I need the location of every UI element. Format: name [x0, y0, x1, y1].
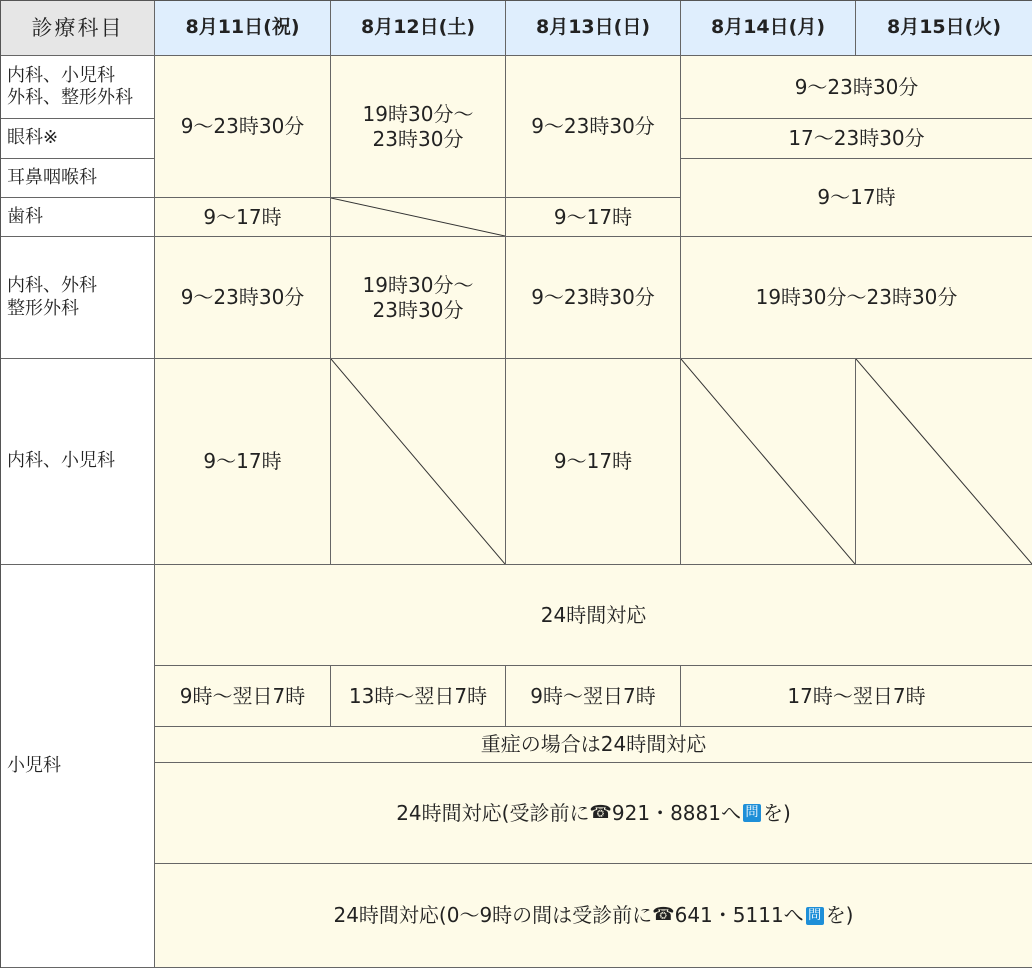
pediatric-row2-aug11: 9時～翌日7時 [155, 666, 331, 727]
pediatric-row4 [155, 763, 1032, 864]
label-ent: 耳鼻咽喉科 [1, 159, 155, 198]
pediatric-row3-severe: 重症の場合は24時間対応 [155, 727, 1032, 763]
diagonal-slash-icon [331, 198, 505, 236]
label-dental: 歯科 [1, 198, 155, 237]
pediatric-row1-24h: 24時間対応 [155, 565, 1032, 666]
dental-aug11: 9～17時 [155, 198, 331, 237]
block3-aug12-closed [331, 359, 506, 565]
block1-aug13: 9～23時30分 [506, 56, 681, 198]
pediatric-row4-suffix: を) [762, 800, 791, 825]
block1-aug14-15-row1: 9～23時30分 [681, 56, 1032, 119]
pediatric-row2-aug12: 13時～翌日7時 [331, 666, 506, 727]
block3-aug15-closed [856, 359, 1032, 565]
date-header-aug11: 8月11日(祝) [155, 1, 331, 56]
diagonal-slash-icon [856, 359, 1032, 564]
date-header-aug13: 8月13日(日) [506, 1, 681, 56]
phone-icon: ☎ [589, 801, 612, 823]
diagonal-slash-icon [681, 359, 855, 564]
pediatric-row2-aug13: 9時～翌日7時 [506, 666, 681, 727]
block1-aug12: 19時30分～ 23時30分 [331, 56, 506, 198]
pediatric-row4-number: 921・8881へ [611, 800, 741, 825]
inquiry-badge-icon: 問 [743, 804, 761, 822]
label-internal-pediatric-surgery: 内科、小児科 外科、整形外科 [1, 56, 155, 119]
dental-aug12-closed [331, 198, 506, 237]
block1-aug14-15-row2: 17～23時30分 [681, 119, 1032, 159]
pediatric-row5-suffix: を) [825, 903, 854, 927]
block2-aug13: 9～23時30分 [506, 237, 681, 359]
phone-icon: ☎ [652, 904, 675, 926]
pediatric-row5-text: 24時間対応(0～9時の間は受診前に [333, 903, 653, 927]
block2-aug12: 19時30分～ 23時30分 [331, 237, 506, 359]
block1-aug14-15-row34: 9～17時 [681, 159, 1032, 237]
label-ophthalmology: 眼科※ [1, 119, 155, 159]
inquiry-badge-icon: 問 [806, 907, 824, 925]
block3-aug13: 9～17時 [506, 359, 681, 565]
pediatric-row5 [155, 864, 1032, 968]
pediatric-row5-number: 641・5111へ [674, 903, 804, 927]
label-pediatrics: 小児科 [1, 565, 155, 968]
block2-aug11: 9～23時30分 [155, 237, 331, 359]
dental-aug13: 9～17時 [506, 198, 681, 237]
subject-header: 診療科目 [1, 1, 155, 56]
date-header-aug15: 8月15日(火) [856, 1, 1032, 56]
label-internal-pediatric: 内科、小児科 [1, 359, 155, 565]
pediatric-row2-aug14-15: 17時～翌日7時 [681, 666, 1032, 727]
pediatric-row4-text: 24時間対応(受診前に [396, 800, 590, 825]
date-header-aug14: 8月14日(月) [681, 1, 856, 56]
diagonal-slash-icon [331, 359, 505, 564]
block2-aug14-15: 19時30分～23時30分 [681, 237, 1032, 359]
date-header-aug12: 8月12日(土) [331, 1, 506, 56]
block3-aug11: 9～17時 [155, 359, 331, 565]
block3-aug14-closed [681, 359, 856, 565]
label-internal-surgery-orthopedic: 内科、外科 整形外科 [1, 237, 155, 359]
block1-aug11: 9～23時30分 [155, 56, 331, 198]
